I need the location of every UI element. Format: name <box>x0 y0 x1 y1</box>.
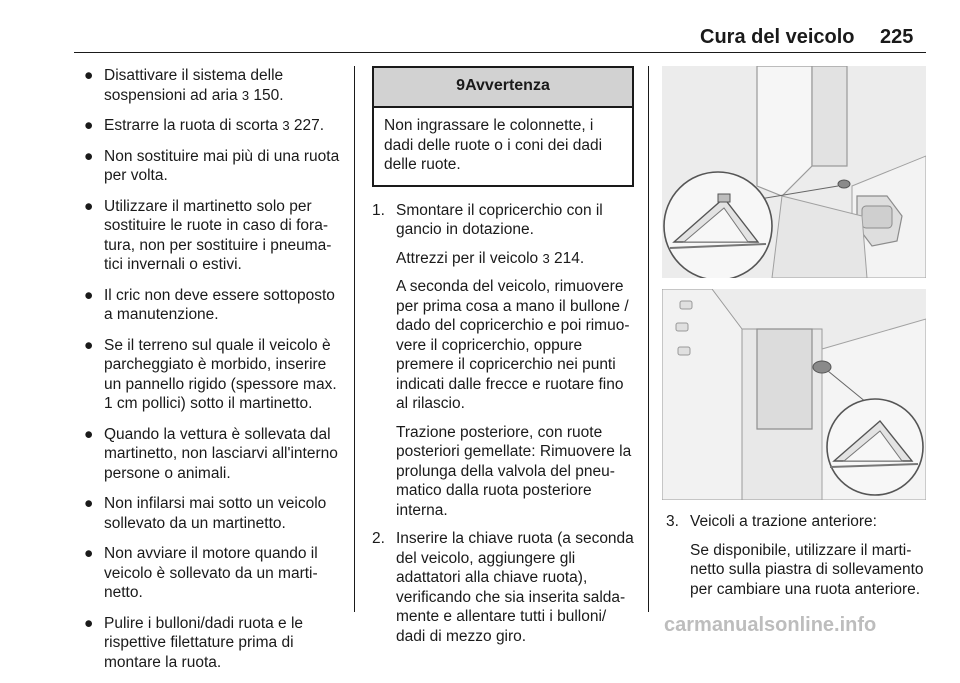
warning-body: Non ingrassare le colonnette, i dadi delle ruote o i coni dei dadi delle ruote. <box>384 117 603 173</box>
jack-position-figure-bottom <box>662 289 926 500</box>
list-item: ● Disattivare il sistema delle sospensioni ad aria 3 150. <box>84 67 284 104</box>
warning-icon: 9 <box>456 77 466 94</box>
page-ref-arrow-icon: 3 <box>282 118 290 133</box>
list-item: ● Il cric non deve essere sottoposto a manutenzione. <box>84 286 335 323</box>
step-list <box>372 201 634 647</box>
step-number: 2. <box>372 530 385 547</box>
list-item: ● Utilizzare il martinetto solo per sostituire le ruote in caso di foratura, non per sostituire i pneumatici invernali o estivi. <box>84 197 332 273</box>
header-divider <box>74 52 926 53</box>
warning-box <box>372 66 634 187</box>
list-item: ● Non infilarsi mai sotto un veicolo sollevato da un martinetto. <box>84 495 327 532</box>
middle-column <box>372 66 634 655</box>
step-number: 1. <box>372 201 385 219</box>
step-1 <box>372 201 634 521</box>
step-3 <box>666 512 934 599</box>
step-text: Veicoli a trazione anteriore: <box>690 513 877 530</box>
list-item: ● Non avviare il motore quando il veicolo è sollevato da un martinetto. <box>84 545 318 601</box>
page-number: 225 <box>880 26 914 48</box>
page-ref-arrow-icon: 3 <box>542 250 550 266</box>
list-item: ● Quando la vettura è sollevata dal martinetto, non lasciarvi all'interno persone o animali. <box>84 425 338 482</box>
step-number: 3. <box>666 513 679 530</box>
watermark: carmanualsonline.info <box>664 614 877 636</box>
step-paragraph: Trazione posteriore, con ruote posteriori gemellate: Rimuovere la prolunga della valvola del pneumatico dalla ruota posteriore interna. <box>396 423 632 519</box>
column-divider-2 <box>648 66 649 612</box>
list-item: ● Pulire i bulloni/dadi ruota e le rispettive filettature prima di montare la ruota. <box>84 614 304 671</box>
step-2 <box>372 529 634 646</box>
vehicle-underside-illustration <box>662 66 926 278</box>
warning-title: Avvertenza <box>465 77 550 94</box>
list-item: ● Se il terreno sul quale il veicolo è parcheggiato è morbido, inserire un pannello rigido (spessore max. 1 cm pollici) sotto il martinetto. <box>84 336 337 412</box>
list-item: ● Non sostituire mai più di una ruota per volta. <box>84 147 340 184</box>
page-ref-arrow-icon: 3 <box>241 87 250 103</box>
jack-position-figure-top <box>662 66 926 278</box>
step-tools-ref: Attrezzi per il veicolo 3 214. <box>396 249 585 267</box>
vehicle-underside-illustration <box>662 289 926 500</box>
section-title: Cura del veicolo <box>700 26 855 48</box>
list-item: ● Estrarre la ruota di scorta 3 227. <box>84 117 325 134</box>
precaution-list <box>80 66 342 672</box>
step-text: Smontare il copricerchio con il gancio in dotazione. <box>396 201 603 238</box>
left-column <box>80 66 342 683</box>
step-paragraph: A seconda del veicolo, rimuovere per prima cosa a mano il bullone / dado del copricerchio e poi rimuovere il copricerchio, oppure premere il copricerchio nei punti indicati dalle frecce e ruotare fino al rilascio. <box>396 278 630 412</box>
right-column <box>666 512 934 608</box>
step-text: Inserire la chiave ruota (a seconda del veicolo, aggiungere gli adattatori alla chiave ruota), verificando che sia inserita saldamente e allentare tutti i bulloni/ dadi di mezzo giro. <box>396 530 634 645</box>
warning-header <box>374 68 632 108</box>
column-divider-1 <box>354 66 355 612</box>
step-paragraph: Se disponibile, utilizzare il martinetto sulla piastra di sollevamento per cambiare una ruota anteriore. <box>690 541 924 598</box>
